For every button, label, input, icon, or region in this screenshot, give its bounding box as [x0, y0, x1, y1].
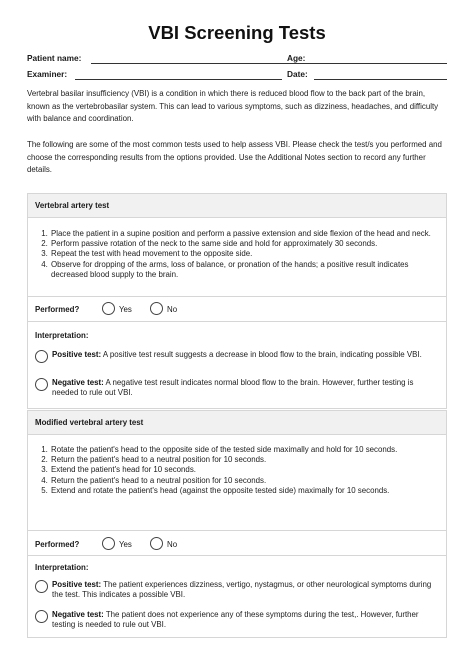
test-title: Vertebral artery test	[28, 194, 446, 218]
test-step: 1. Place the patient in a supine position and perform a passive extension and side flexion of the head and neck.	[50, 229, 436, 239]
performed-row	[35, 302, 235, 316]
positive-test-label: Positive test:	[52, 580, 102, 589]
negative-test-description: The patient does not experience any of these symptoms during the test,. However, further testing is needed to rule out VBI.	[52, 610, 419, 630]
yes-label: Yes	[119, 540, 132, 549]
interpretation-label: Interpretation:	[35, 563, 89, 572]
test-step: 2. Return the patient's head to a neutral position for 10 seconds.	[50, 455, 436, 465]
intro-paragraph: Vertebral basilar insufficiency (VBI) is a condition in which there is reduced blood flow to the back part of the brain, known as the vertebrobasilar system. This can lead to various symptoms, such as dizziness, headaches, and difficulty with balance and coordination.	[27, 89, 439, 124]
negative-test-description: A negative test result indicates normal blood flow to the brain. However, further testing is needed to rule out VBI.	[52, 378, 414, 398]
performed-section	[28, 297, 446, 322]
negative-test-label: Negative test:	[52, 610, 104, 619]
age-label: Age:	[287, 53, 306, 63]
negative-result-text	[52, 610, 438, 630]
negative-result-option	[35, 378, 438, 400]
age-field[interactable]	[310, 63, 447, 64]
patient-row	[27, 53, 447, 67]
performed-row	[35, 537, 235, 551]
date-label: Date:	[287, 69, 308, 79]
test-step: 4. Observe for dropping of the arms, loss of balance, or pronation of the hands; a positive result indicates decreased blood supply to the brain.	[50, 260, 436, 280]
positive-result-radio[interactable]	[35, 580, 48, 593]
positive-test-description: The patient experiences dizziness, vertigo, nystagmus, or other neurological symptoms during the test. This indicates a possible VBI.	[52, 580, 432, 600]
date-field[interactable]	[314, 79, 447, 80]
positive-test-description: A positive test result suggests a decrease in blood flow to the brain, indicating possible VBI.	[102, 350, 422, 359]
performed-label: Performed?	[35, 305, 80, 314]
positive-result-option	[35, 580, 438, 602]
test-step: 4. Return the patient's head to a neutral position for 10 seconds.	[50, 476, 436, 486]
instructions-paragraph: The following are some of the most common tests used to help assess VBI. Please check the test/s you performed and choose the corresponding results from the options provided. Use the Additional Notes section to record any further details.	[27, 140, 442, 175]
performed-yes-radio[interactable]	[102, 302, 115, 315]
negative-result-text	[52, 378, 438, 398]
performed-section	[28, 531, 446, 556]
positive-result-radio[interactable]	[35, 350, 48, 363]
test-box-vertebral-artery	[27, 193, 447, 409]
page-title: VBI Screening Tests	[148, 22, 326, 43]
negative-test-label: Negative test:	[52, 378, 104, 387]
positive-test-label: Positive test:	[52, 350, 102, 359]
test-step: 5. Extend and rotate the patient's head (against the opposite tested side) maximally for 10 seconds.	[50, 486, 436, 496]
examiner-field[interactable]	[75, 79, 282, 80]
test-step: 2. Perform passive rotation of the neck to the same side and hold for approximately 30 seconds.	[50, 239, 436, 249]
positive-result-text	[52, 580, 438, 600]
interpretation-section	[28, 556, 446, 639]
performed-label: Performed?	[35, 540, 80, 549]
patient-name-field[interactable]	[91, 63, 310, 64]
performed-yes-radio[interactable]	[102, 537, 115, 550]
performed-no-radio[interactable]	[150, 537, 163, 550]
test-step: 3. Extend the patient's head for 10 seconds.	[50, 465, 436, 475]
test-steps-section	[28, 435, 446, 531]
no-label: No	[167, 305, 178, 314]
yes-label: Yes	[119, 305, 132, 314]
test-step: 3. Repeat the test with head movement to the opposite side.	[50, 249, 436, 259]
examiner-row	[27, 69, 447, 83]
performed-no-radio[interactable]	[150, 302, 163, 315]
interpretation-section	[28, 322, 446, 410]
test-steps-section	[28, 218, 446, 297]
test-steps-list	[39, 445, 436, 496]
test-step: 1. Rotate the patient's head to the opposite side of the tested side maximally and hold for 10 seconds.	[50, 445, 436, 455]
positive-result-text	[52, 350, 438, 360]
negative-result-radio[interactable]	[35, 610, 48, 623]
patient-name-label: Patient name:	[27, 53, 82, 63]
no-label: No	[167, 540, 178, 549]
test-box-modified-vertebral-artery	[27, 410, 447, 638]
negative-result-radio[interactable]	[35, 378, 48, 391]
negative-result-option	[35, 610, 438, 632]
test-steps-list	[39, 229, 436, 280]
interpretation-label: Interpretation:	[35, 331, 89, 340]
test-title: Modified vertebral artery test	[28, 411, 446, 435]
positive-result-option	[35, 350, 438, 372]
examiner-label: Examiner:	[27, 69, 68, 79]
